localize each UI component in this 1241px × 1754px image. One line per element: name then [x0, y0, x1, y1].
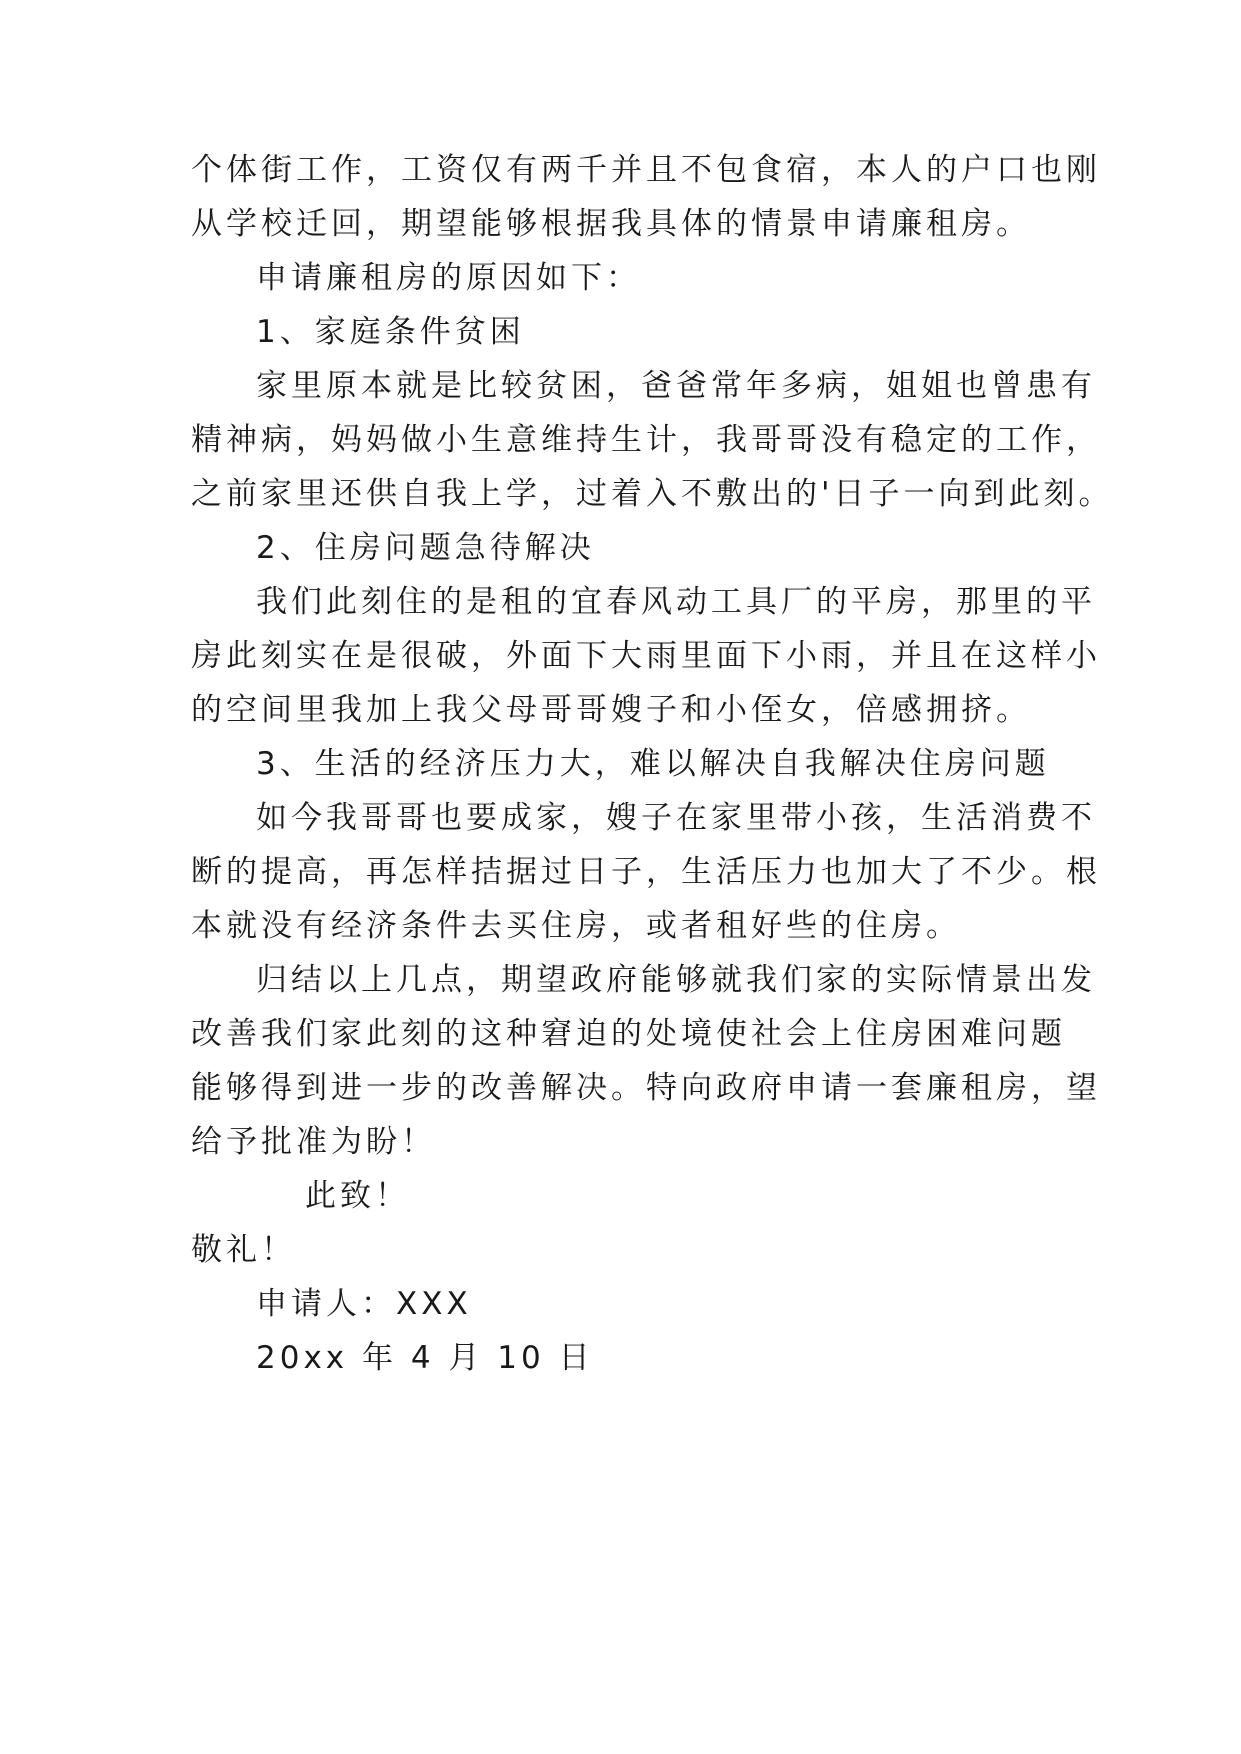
body-line: 精神病，妈妈做小生意维持生计，我哥哥没有稳定的工作，	[191, 422, 1101, 458]
section-heading-1: 1、家庭条件贫困	[256, 314, 525, 350]
body-line: 房此刻实在是很破，外面下大雨里面下小雨，并且在这样小	[191, 638, 1101, 674]
body-line: 断的提高，再怎样拮据过日子，生活压力也加大了不少。根	[191, 854, 1101, 890]
body-line: 之前家里还供自我上学，过着入不敷出的'日子一向到此刻。	[191, 476, 1114, 512]
body-line: 我们此刻住的是租的宜春风动工具厂的平房，那里的平	[256, 584, 1096, 620]
closing-regards: 敬礼！	[191, 1232, 296, 1268]
body-line: 给予批准为盼！	[191, 1124, 436, 1160]
section-heading-3: 3、生活的经济压力大，难以解决自我解决住房问题	[256, 746, 1050, 782]
body-line: 的空间里我加上我父母哥哥嫂子和小侄女，倍感拥挤。	[191, 692, 1031, 728]
body-line: 本就没有经济条件去买住房，或者租好些的住房。	[191, 908, 961, 944]
section-intro: 申请廉租房的原因如下：	[256, 260, 641, 296]
closing-salutation: 此致！	[305, 1178, 410, 1214]
document-date: 20xx 年 4 月 10 日	[256, 1340, 594, 1376]
body-line: 改善我们家此刻的这种窘迫的处境使社会上住房困难问题	[191, 1016, 1066, 1052]
applicant-signature: 申请人：XXX	[256, 1286, 472, 1322]
body-line: 能够得到进一步的改善解决。特向政府申请一套廉租房，望	[191, 1070, 1101, 1106]
section-heading-2: 2、住房问题急待解决	[256, 530, 595, 566]
body-line: 从学校迁回，期望能够根据我具体的情景申请廉租房。	[191, 206, 1031, 242]
body-line: 个体街工作，工资仅有两千并且不包食宿，本人的户口也刚	[191, 152, 1101, 188]
body-line: 归结以上几点，期望政府能够就我们家的实际情景出发	[256, 962, 1096, 998]
body-line: 家里原本就是比较贫困，爸爸常年多病，姐姐也曾患有	[256, 368, 1096, 404]
body-line: 如今我哥哥也要成家，嫂子在家里带小孩，生活消费不	[256, 800, 1096, 836]
